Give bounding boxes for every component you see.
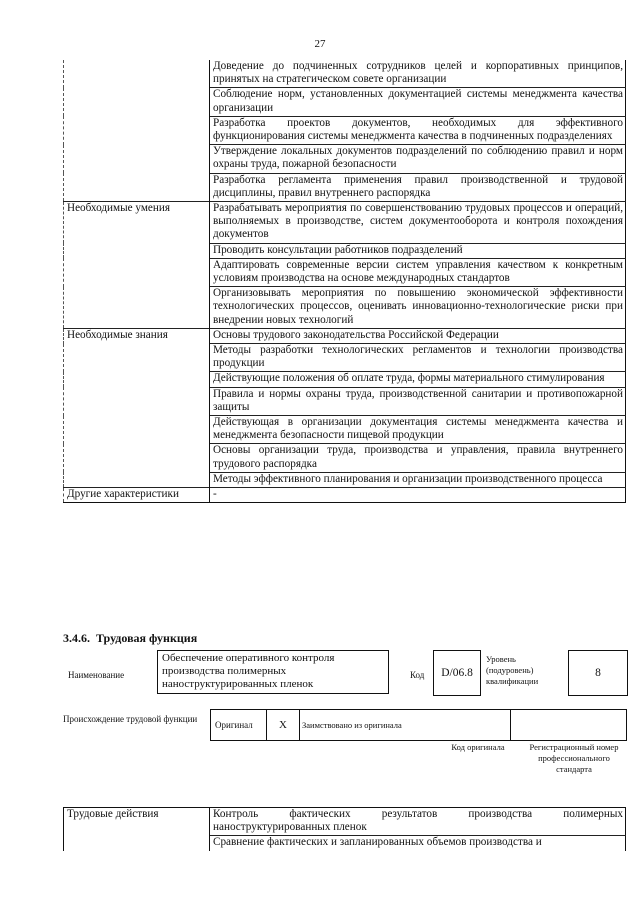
row-text: Основы трудового законодательства Российской Федерации — [210, 328, 626, 343]
table-row — [64, 472, 626, 487]
table-row — [64, 202, 626, 244]
row-label-knowledge: Необходимые знания — [64, 328, 210, 343]
row-label — [64, 344, 210, 372]
table-row — [64, 173, 626, 201]
row-text: Основы организации труда, производства и управления, правила внутреннего трудового распорядка — [210, 444, 626, 472]
table-row — [64, 488, 626, 503]
table-row — [64, 287, 626, 329]
borrowed-cell — [299, 710, 511, 740]
row-label — [64, 472, 210, 487]
row-label-skills: Необходимые умения — [64, 202, 210, 244]
page-number: 27 — [314, 38, 326, 50]
row-label — [64, 88, 210, 116]
table-row — [64, 258, 626, 286]
row-text: Адаптировать современные версии систем управления качеством к конкретным условиям производства на основе международных стандартов — [210, 258, 626, 286]
table-row — [64, 88, 626, 116]
section-title: Трудовая функция — [96, 631, 198, 645]
row-text: - — [210, 488, 626, 503]
row-label — [64, 416, 210, 444]
row-label — [64, 116, 210, 144]
function-name-value: Обеспечение оперативного контроля производства полимерных наноструктурированных пленок — [162, 652, 335, 690]
level-label: Уровень (подуровень) квалификации — [486, 654, 539, 686]
labor-actions-table — [63, 807, 626, 851]
original-mark: X — [279, 719, 287, 731]
code-caption: Код оригинала — [451, 742, 505, 752]
table-row — [64, 808, 626, 836]
function-name-box — [157, 650, 389, 694]
row-text: Контроль фактических результатов производства полимерных наноструктурированных пленок — [210, 808, 626, 836]
labor-actions-label: Трудовые действия — [64, 808, 210, 851]
row-text: Утверждение локальных документов подразделений по соблюдению правил и норм охраны труда, пожарной безопасности — [210, 145, 626, 173]
row-label — [64, 243, 210, 258]
section-heading — [63, 631, 203, 646]
row-text: Правила и нормы охраны труда, производственной санитарии и противопожарной защиты — [210, 387, 626, 415]
original-cell — [211, 710, 267, 740]
row-label — [64, 287, 210, 329]
row-label — [64, 60, 210, 88]
row-label — [64, 145, 210, 173]
level-value: 8 — [595, 667, 601, 679]
code-value-box — [433, 650, 481, 696]
row-label-other: Другие характеристики — [64, 488, 210, 503]
row-label — [64, 387, 210, 415]
level-value-box — [568, 650, 628, 696]
row-label — [64, 173, 210, 201]
table-row — [64, 60, 626, 88]
table-row — [64, 372, 626, 387]
row-text: Проводить консультации работников подразделений — [210, 243, 626, 258]
table-row — [64, 416, 626, 444]
row-text: Сравнение фактических и запланированных объемов производства и — [210, 836, 626, 851]
table-row — [64, 444, 626, 472]
code-value: D/06.8 — [441, 667, 473, 679]
requirements-table — [63, 60, 626, 503]
registration-cell — [511, 710, 627, 740]
section-number: 3.4.6. — [63, 631, 90, 645]
row-text: Доведение до подчиненных сотрудников целей и корпоративных принципов, принятых на стратегическом совете организации — [210, 60, 626, 88]
row-text: Действующие положения об оплате труда, формы материального стимулирования — [210, 372, 626, 387]
table-row — [64, 145, 626, 173]
table-row — [64, 328, 626, 343]
origin-row — [210, 709, 627, 741]
table-row — [64, 243, 626, 258]
row-text: Разработка регламента применения правил производственной и трудовой дисциплины, правил внутреннего распорядка — [210, 173, 626, 201]
table-row — [64, 116, 626, 144]
row-label — [64, 372, 210, 387]
code-label: Код — [410, 670, 425, 680]
row-text: Разрабатывать мероприятия по совершенствованию трудовых процессов и операций, выполняемых в производстве, систем документооборота и контроля похождения документов — [210, 202, 626, 244]
reg-caption: Регистрационный номер профессионального стандарта — [529, 742, 619, 774]
name-label: Наименование — [68, 670, 125, 680]
row-label — [64, 258, 210, 286]
row-label — [64, 444, 210, 472]
original-mark-cell — [267, 710, 300, 740]
origin-label: Происхождение трудовой функции — [63, 714, 198, 724]
row-text: Разработка проектов документов, необходимых для эффективного функционирования системы менеджмента качества в подчиненных подразделениях — [210, 116, 626, 144]
row-text: Действующая в организации документация системы менеджмента качества и менеджмента безопасности пищевой продукции — [210, 416, 626, 444]
row-text: Методы эффективного планирования и организации производственного процесса — [210, 472, 626, 487]
original-label: Оригинал — [215, 720, 253, 730]
table-row — [64, 344, 626, 372]
row-text: Соблюдение норм, установленных документацией системы менеджмента качества организации — [210, 88, 626, 116]
row-text: Организовывать мероприятия по повышению экономической эффективности технологических процессов, оценивать инновационно-технологические риски при внедрении новых технологий — [210, 287, 626, 329]
table-row — [64, 387, 626, 415]
row-text: Методы разработки технологических регламентов и технологии производства продукции — [210, 344, 626, 372]
borrowed-label: Заимствовано из оригинала — [302, 720, 402, 730]
